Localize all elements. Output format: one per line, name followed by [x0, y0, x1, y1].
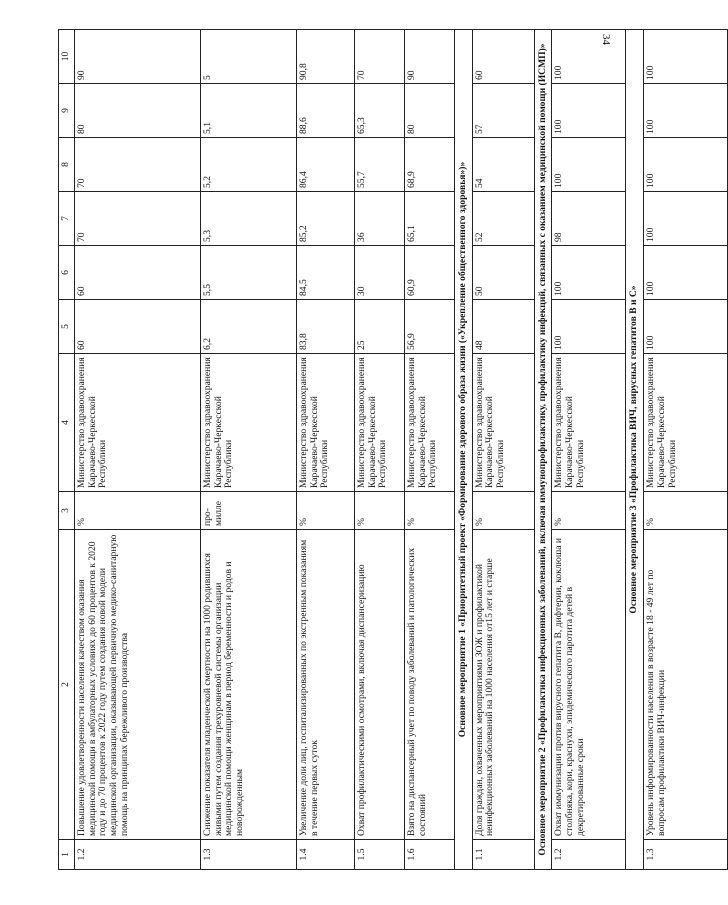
value-cell: 90,8 [297, 30, 355, 84]
value-cell: 100 [552, 30, 626, 84]
unit-cell: % [552, 492, 626, 530]
value-cell: 100 [644, 138, 728, 192]
value-cell: 60 [472, 30, 534, 84]
value-cell: 60,9 [405, 246, 455, 300]
row-number-cell: 1.5 [355, 840, 405, 870]
value-cell: 48 [472, 300, 534, 354]
value-cell: 5,5 [201, 246, 297, 300]
value-cell: 6,2 [201, 300, 297, 354]
unit-cell: % [355, 492, 405, 530]
value-cell: 25 [355, 300, 405, 354]
table-row [644, 30, 728, 870]
value-cell: 100 [552, 138, 626, 192]
header-cell-3: 3 [59, 492, 75, 530]
value-cell: 60 [75, 300, 201, 354]
header-cell-10: 10 [59, 30, 75, 84]
section-row [626, 30, 644, 870]
value-cell: 70 [75, 192, 201, 246]
value-cell: 5,1 [201, 84, 297, 138]
header-cell-5: 5 [59, 300, 75, 354]
value-cell: 56,9 [405, 300, 455, 354]
value-cell: 60 [75, 246, 201, 300]
header-cell-6: 6 [59, 246, 75, 300]
value-cell: 80 [75, 84, 201, 138]
responsible-cell: Министерство здравоохранения Карачаево-Черкесской Республики [405, 354, 455, 492]
table-row [75, 30, 201, 870]
responsible-cell: Министерство здравоохранения Карачаево-Черкесской Республики [644, 354, 728, 492]
header-cell-2: 2 [59, 530, 75, 840]
responsible-cell: Министерство здравоохранения Карачаево-Черкесской Республики [552, 354, 626, 492]
table-row [355, 30, 405, 870]
indicator-name-cell: Уровень информированности населения в возрасте 18 - 49 лет по вопросам профилактики ВИЧ-инфекции [644, 530, 728, 840]
table-header-row [59, 30, 75, 870]
row-number-cell: 1.3 [644, 840, 728, 870]
section-row [455, 30, 473, 870]
value-cell: 36 [355, 192, 405, 246]
indicator-name-cell: Повышение удовлетворенности населения качеством оказания медицинской помощи в амбулаторных условиях до 60 процентов к 2020 году и до 70 процентов к 2022 году путем создания новой модели медицинской организации, оказывающей первичную медико-санитарную помощь на принципах бережливого производства [75, 530, 201, 840]
rotated-table-container [58, 30, 678, 870]
row-number-cell: 1.1 [472, 840, 534, 870]
value-cell: 100 [644, 192, 728, 246]
header-cell-9: 9 [59, 84, 75, 138]
value-cell: 70 [355, 30, 405, 84]
value-cell: 100 [644, 30, 728, 84]
value-cell: 98 [552, 192, 626, 246]
value-cell: 70 [75, 138, 201, 192]
responsible-cell: Министерство здравоохранения Карачаево-Черкесской Республики [75, 354, 201, 492]
table-row [472, 30, 534, 870]
row-number-cell: 1.2 [552, 840, 626, 870]
value-cell: 68,9 [405, 138, 455, 192]
value-cell: 55,7 [355, 138, 405, 192]
section-title: Основное мероприятие 2 «Профилактика инфекционных заболеваний, включая иммунопрофилактику, профилактику инфекций, связанных с оказанием медицинской помощи (ИСМП)» [534, 30, 552, 870]
row-number-cell: 1.4 [297, 840, 355, 870]
value-cell: 86,4 [297, 138, 355, 192]
responsible-cell: Министерство здравоохранения Карачаево-Черкесской Республики [355, 354, 405, 492]
value-cell: 52 [472, 192, 534, 246]
unit-cell: % [75, 492, 201, 530]
value-cell: 100 [644, 300, 728, 354]
value-cell: 90 [405, 30, 455, 84]
value-cell: 65,3 [355, 84, 405, 138]
section-title: Основное мероприятие 3 «Профилактика ВИЧ, вирусных гепатитов В и С» [626, 30, 644, 870]
value-cell: 57 [472, 84, 534, 138]
table-row [297, 30, 355, 870]
table-row [201, 30, 297, 870]
page-number: 34 [600, 34, 612, 45]
table-body [75, 30, 728, 870]
indicator-name-cell: Охват иммунизации против вирусного гепатита В, дифтерии, коклюша и столбняка, кори, краснухи, эпидемического паротита детей в декретированные сроки [552, 530, 626, 840]
value-cell: 100 [644, 246, 728, 300]
unit-cell: % [405, 492, 455, 530]
table-row [405, 30, 455, 870]
value-cell: 85,2 [297, 192, 355, 246]
indicator-name-cell: Охват профилактическими осмотрами, включая диспансеризацию [355, 530, 405, 840]
value-cell: 30 [355, 246, 405, 300]
responsible-cell: Министерство здравоохранения Карачаево-Черкесской Республики [472, 354, 534, 492]
value-cell: 100 [552, 300, 626, 354]
indicator-name-cell: Снижение показателя младенческой смертности на 1000 родившихся живыми путем создания трехуровневой системы организации медицинской помощи женщинам в период беременности и родов и новорожденным [201, 530, 297, 840]
unit-cell: % [644, 492, 728, 530]
value-cell: 90 [75, 30, 201, 84]
value-cell: 54 [472, 138, 534, 192]
value-cell: 80 [405, 84, 455, 138]
unit-cell: про-милле [201, 492, 297, 530]
responsible-cell: Министерство здравоохранения Карачаево-Черкесской Республики [201, 354, 297, 492]
row-number-cell: 1.3 [201, 840, 297, 870]
header-cell-1: 1 [59, 840, 75, 870]
unit-cell: % [472, 492, 534, 530]
indicator-name-cell: Взято на диспансерный учет по поводу заболеваний и патологических состояний [405, 530, 455, 840]
value-cell: 83,8 [297, 300, 355, 354]
table-row [552, 30, 626, 870]
value-cell: 84,5 [297, 246, 355, 300]
value-cell: 5,3 [201, 192, 297, 246]
header-cell-8: 8 [59, 138, 75, 192]
header-cell-4: 4 [59, 354, 75, 492]
responsible-cell: Министерство здравоохранения Карачаево-Черкесской Республики [297, 354, 355, 492]
value-cell: 5,2 [201, 138, 297, 192]
value-cell: 50 [472, 246, 534, 300]
indicators-table [58, 29, 728, 870]
header-cell-7: 7 [59, 192, 75, 246]
indicator-name-cell: Увеличение доли лиц, госпитализированных по экстренным показаниям в течение первых суток [297, 530, 355, 840]
value-cell: 65,1 [405, 192, 455, 246]
value-cell: 5 [201, 30, 297, 84]
unit-cell: % [297, 492, 355, 530]
row-number-cell: 1.2 [75, 840, 201, 870]
section-title: Основное мероприятие 1 «Приоритетный проект «Формирование здорового образа жизни («Укрепление общественного здоровья»)» [455, 30, 473, 870]
indicator-name-cell: Доля граждан, охваченных мероприятиями ЗОЖ и профилактикой неинфекционных заболеваний на 1000 населения от15 лет и старше [472, 530, 534, 840]
section-row [534, 30, 552, 870]
row-number-cell: 1.6 [405, 840, 455, 870]
value-cell: 100 [644, 84, 728, 138]
value-cell: 100 [552, 84, 626, 138]
value-cell: 88,6 [297, 84, 355, 138]
value-cell: 100 [552, 246, 626, 300]
